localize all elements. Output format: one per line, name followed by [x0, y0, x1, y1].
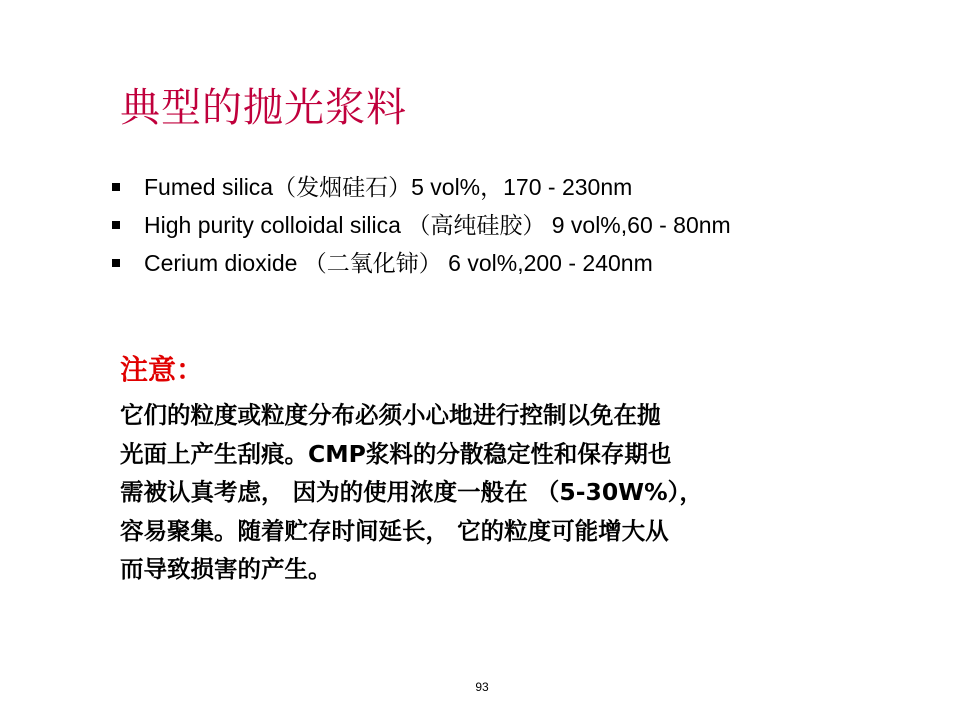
- page-number: 93: [475, 680, 489, 694]
- bullet-item: [112, 244, 731, 282]
- bullet-item: [112, 168, 731, 206]
- note-heading: 注意：: [120, 353, 205, 386]
- bullet-text: Fumed silica（发烟硅石）5 vol%，170 - 230nm: [144, 174, 633, 200]
- square-bullet-icon: [112, 183, 120, 191]
- slide-title: 典型的抛光浆料: [120, 85, 407, 131]
- square-bullet-icon: [112, 221, 120, 229]
- bullet-text: Cerium dioxide （二氧化铈） 6 vol%,200 - 240nm: [144, 250, 653, 276]
- square-bullet-icon: [112, 259, 120, 267]
- note-body: [120, 396, 880, 589]
- note-line: 容易聚集。随着贮存时间延长， 它的粒度可能增大从: [120, 516, 669, 545]
- note-line: 需被认真考虑， 因为的使用浓度一般在 （5-30W%），: [120, 478, 703, 506]
- bullet-text: High purity colloidal silica （高纯硅胶） 9 vol%,60 - 80nm: [144, 212, 731, 238]
- note-line: 它们的粒度或粒度分布必须小心地进行控制以免在抛: [120, 401, 661, 429]
- bullet-list: [112, 168, 731, 282]
- note-line: 光面上产生刮痕。CMP浆料的分散稳定性和保存期也: [120, 439, 672, 468]
- bullet-item: [112, 206, 731, 244]
- note-line: 而导致损害的产生。: [120, 555, 332, 583]
